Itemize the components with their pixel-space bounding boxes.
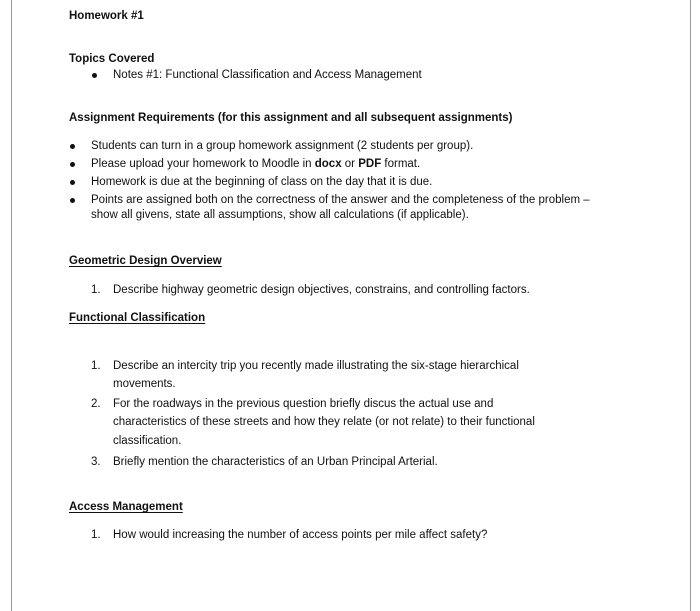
functional-heading: Functional Classification bbox=[69, 312, 206, 324]
bullet-icon bbox=[70, 162, 75, 167]
functional-item-continuation: classification. bbox=[113, 435, 182, 447]
requirement-text: or bbox=[341, 158, 359, 170]
bullet-icon bbox=[70, 180, 75, 185]
geometric-item: Describe highway geometric design objectives, constrains, and controlling factors. bbox=[113, 284, 530, 296]
document-title: Homework #1 bbox=[69, 10, 144, 22]
requirement-text: Please upload your homework to Moodle in bbox=[91, 158, 315, 170]
topics-heading: Topics Covered bbox=[69, 53, 155, 65]
bullet-icon bbox=[70, 198, 75, 203]
requirement-item: Homework is due at the beginning of class on the day that it is due. bbox=[91, 176, 433, 188]
topics-item: Notes #1: Functional Classification and Access Management bbox=[113, 69, 422, 81]
requirement-text: format. bbox=[381, 158, 421, 170]
functional-item-continuation: movements. bbox=[113, 378, 176, 390]
geometric-heading: Geometric Design Overview bbox=[69, 255, 222, 267]
requirement-item: Points are assigned both on the correctness of the answer and the completeness of the problem – bbox=[91, 194, 590, 206]
requirement-item: Students can turn in a group homework assignment (2 students per group). bbox=[91, 140, 474, 152]
functional-item: For the roadways in the previous question briefly discus the actual use and bbox=[113, 398, 494, 410]
bullet-icon bbox=[92, 73, 97, 78]
functional-item: Describe an intercity trip you recently made illustrating the six-stage hierarchical bbox=[113, 360, 519, 372]
requirement-bold-pdf: PDF bbox=[358, 158, 382, 170]
access-item: How would increasing the number of access points per mile affect safety? bbox=[113, 529, 488, 541]
functional-item: Briefly mention the characteristics of an Urban Principal Arterial. bbox=[113, 456, 438, 468]
list-number: 3. bbox=[91, 456, 101, 468]
access-heading: Access Management bbox=[69, 501, 183, 513]
bullet-icon bbox=[70, 144, 75, 149]
functional-item-continuation: characteristics of these streets and how they relate (or not relate) to their functional bbox=[113, 416, 535, 428]
list-number: 1. bbox=[91, 284, 101, 296]
list-number: 2. bbox=[91, 398, 101, 410]
document-page bbox=[11, 0, 691, 611]
requirement-bold-docx: docx bbox=[314, 158, 342, 170]
list-number: 1. bbox=[91, 529, 101, 541]
requirement-item-continuation: show all givens, state all assumptions, show all calculations (if applicable). bbox=[91, 209, 469, 221]
list-number: 1. bbox=[91, 360, 101, 372]
requirement-item bbox=[91, 157, 420, 172]
requirements-heading: Assignment Requirements (for this assignment and all subsequent assignments) bbox=[69, 112, 513, 124]
